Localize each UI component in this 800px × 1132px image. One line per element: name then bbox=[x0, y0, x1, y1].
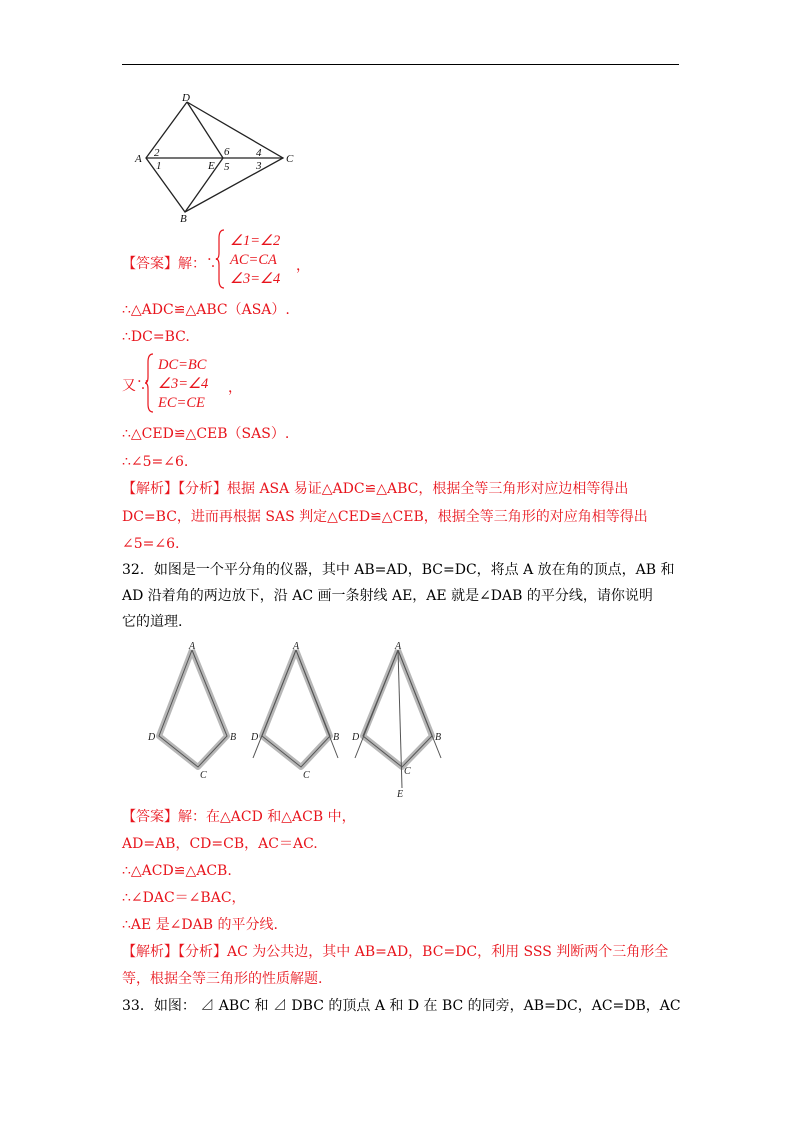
condition-2-2: ∠3=∠4 bbox=[158, 376, 209, 392]
conclusion-3: ∴△CED≌△CEB（SAS）. bbox=[122, 426, 290, 442]
fig2-label-C1: C bbox=[200, 770, 207, 781]
fig2-label-C2: C bbox=[303, 770, 310, 781]
fig2-label-D3: D bbox=[352, 732, 360, 743]
analysis-32-line-2: 等，根据全等三角形的性质解题. bbox=[122, 971, 323, 987]
answer-32-line-1: 【答案】解：在△ACD 和△ACB 中， bbox=[122, 809, 356, 825]
analysis-31-line-2: DC=BC，进而再根据 SAS 判定△CED≌△CEB，根据全等三角形的对应角相等得出 bbox=[122, 509, 648, 525]
analysis-31-line-3: ∠5=∠6. bbox=[122, 536, 180, 552]
condition-2-1: DC=BC bbox=[158, 357, 207, 373]
answer-32-line-4: ∴∠DAC＝∠BAC， bbox=[122, 890, 246, 906]
fig2-label-D2: D bbox=[251, 732, 259, 743]
answer-32-line-3: ∴△ACD≌△ACB. bbox=[122, 863, 232, 879]
label-2: 2 bbox=[154, 147, 160, 159]
fig2-label-B2: B bbox=[333, 732, 340, 743]
question-32-line-1: 32．如图是一个平分角的仪器，其中 AB=AD，BC=DC，将点 A 放在角的顶点，AB 和 bbox=[122, 562, 675, 578]
condition-2-3: EC=CE bbox=[158, 395, 205, 411]
label-A: A bbox=[135, 153, 142, 165]
analysis-31-line-1: 【解析】【分析】根据 ASA 易证△ADC≌△ABC，根据全等三角形对应边相等得出 bbox=[122, 481, 629, 497]
figure-angle-bisector-instrument bbox=[145, 640, 445, 800]
fig2-label-A2: A bbox=[293, 641, 300, 652]
you-prefix: 又∵ bbox=[122, 378, 150, 394]
answer-31-prefix: 【答案】解：∵ bbox=[122, 256, 220, 272]
conclusion-2: ∴DC=BC. bbox=[122, 329, 190, 345]
label-1: 1 bbox=[156, 160, 162, 172]
condition-1-1: ∠1=∠2 bbox=[230, 233, 281, 249]
question-32-line-3: 它的道理. bbox=[122, 614, 183, 630]
label-E: E bbox=[208, 160, 215, 172]
label-3: 3 bbox=[256, 160, 262, 172]
question-32-line-2: AD 沿着角的两边放下，沿 AC 画一条射线 AE，AE 就是∠DAB 的平分线，请你说明 bbox=[122, 588, 653, 604]
answer-32-line-2: AD=AB，CD=CB，AC＝AC. bbox=[122, 836, 318, 852]
brace-1 bbox=[216, 228, 226, 295]
fig2-label-B3: B bbox=[435, 732, 442, 743]
fig2-label-A1: A bbox=[189, 641, 196, 652]
condition-system-2 bbox=[158, 356, 208, 413]
fig2-label-E: E bbox=[397, 789, 404, 800]
answer-32-line-5: ∴AE 是∠DAB 的平分线. bbox=[122, 917, 278, 933]
fig2-label-D1: D bbox=[148, 732, 156, 743]
sys1-tail: ， bbox=[296, 258, 310, 274]
brace-2 bbox=[145, 352, 155, 419]
label-B: B bbox=[180, 213, 187, 224]
label-4: 4 bbox=[256, 147, 262, 159]
fig2-label-B1: B bbox=[230, 732, 237, 743]
label-6: 6 bbox=[224, 146, 230, 158]
conclusion-4: ∴∠5=∠6. bbox=[122, 454, 189, 470]
header-rule bbox=[122, 64, 679, 65]
sys2-tail: ， bbox=[228, 380, 242, 396]
fig2-label-C3: C bbox=[404, 766, 411, 777]
conclusion-1: ∴△ADC≌△ABC（ASA）. bbox=[122, 302, 290, 318]
condition-1-2: AC=CA bbox=[230, 252, 277, 268]
condition-1-3: ∠3=∠4 bbox=[230, 271, 281, 287]
question-33-line-1: 33．如图： ⊿ ABC 和 ⊿ DBC 的顶点 A 和 D 在 BC 的同旁，AB=DC，AC=DB，AC bbox=[122, 998, 681, 1014]
figure-quadrilateral-adcb bbox=[132, 94, 302, 224]
analysis-32-line-1: 【解析】【分析】AC 为公共边，其中 AB=AD，BC=DC，利用 SSS 判断两个三角形全 bbox=[122, 944, 669, 960]
label-5: 5 bbox=[224, 161, 230, 173]
label-D: D bbox=[182, 94, 190, 104]
condition-system-1 bbox=[230, 232, 280, 289]
label-C: C bbox=[286, 153, 294, 165]
fig2-label-A3: A bbox=[395, 641, 402, 652]
